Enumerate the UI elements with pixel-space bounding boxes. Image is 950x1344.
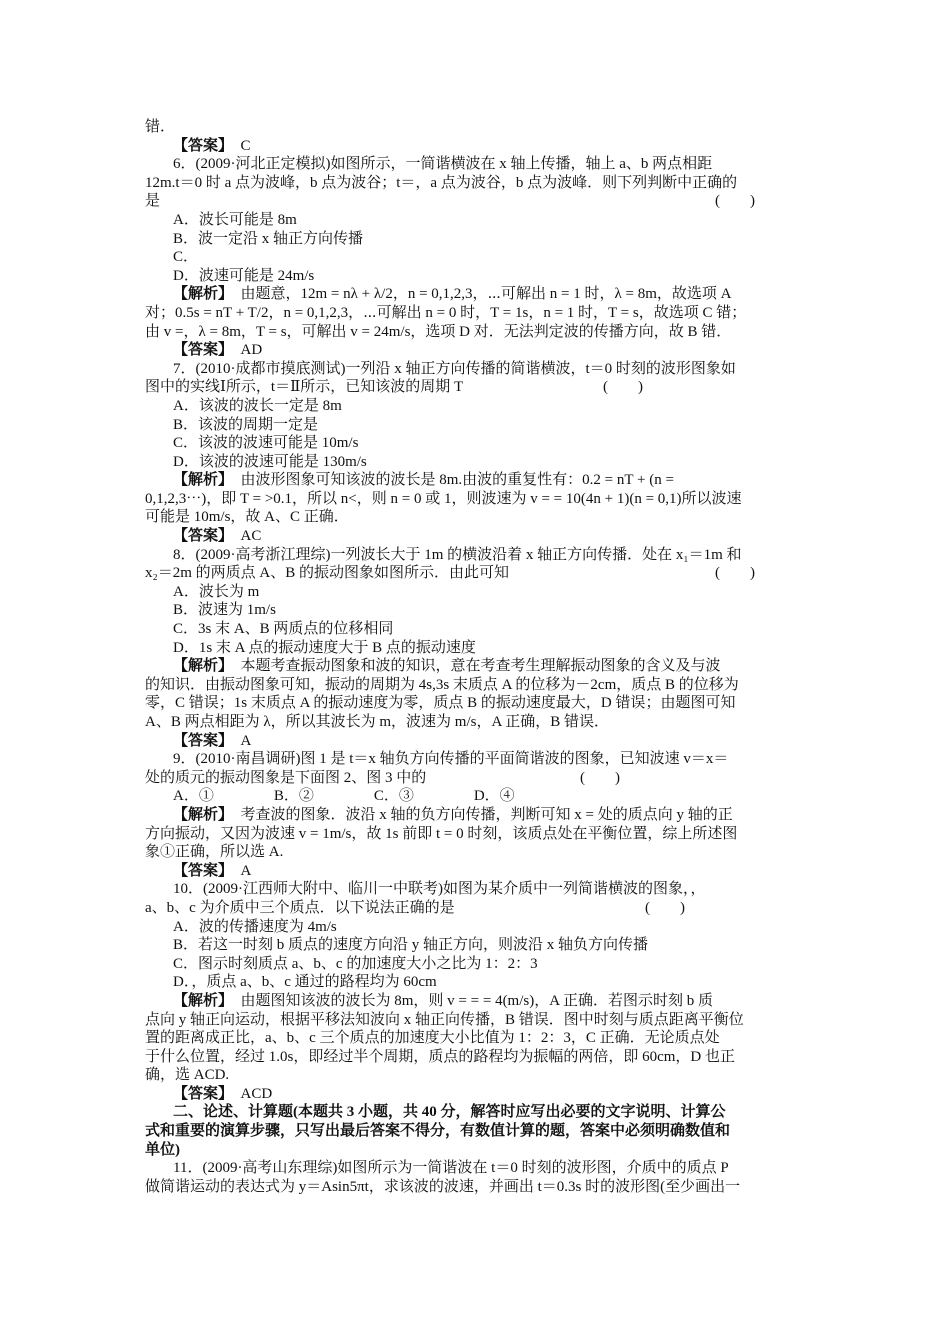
analysis-line (145, 657, 807, 676)
answer-line (145, 137, 807, 156)
answer-line (145, 1085, 807, 1104)
analysis-line (145, 992, 807, 1011)
answer-line (145, 341, 807, 360)
line-text: A．该波的波长一定是 8m (173, 397, 342, 414)
option-line (145, 601, 807, 620)
line-text: 零，C 错误；1s 末质点 A 的振动速度为零，质点 B 的振动速度最大，D 错误；由题图可知 (145, 695, 736, 712)
text-line (145, 676, 807, 695)
line-text: 考查波的图象．波沿 x 轴的负方向传播，判断可知 x = 处的质点向 y 轴的正 (225, 806, 733, 823)
line-text: B．该波的周期一定是 (173, 416, 319, 433)
answer-blank: ( ) (580, 769, 620, 786)
option-line (145, 211, 807, 230)
text-line (145, 1141, 807, 1160)
line-text: ACD (225, 1085, 273, 1102)
line-text: 9．(2010·南昌调研)图 1 是 t＝x 轴负方向传播的平面简谐波的图象，已知波速 v＝x＝ (173, 751, 729, 768)
answer-label: 【答案】 (173, 528, 226, 545)
text-line (145, 490, 807, 509)
option-line (145, 434, 807, 453)
analysis-line (145, 471, 807, 490)
option-line (145, 787, 807, 806)
line-text: C．3s 末 A、B 两质点的位移相同 (173, 621, 394, 638)
line-text: AD (225, 342, 263, 359)
line-text: 由题意，12m = nλ + λ/2，n = 0,1,2,3，⋯可解出 n = 1 时，λ = 8m，故选项 A (225, 286, 732, 303)
line-text: 0,1,2,3⋯)，即 T = >0.1，所以 n<，则 n = 0 或 1，则波速为 v = = 10(4n + 1)(n = 0,1)所以波速 (145, 490, 742, 507)
line-text: B．波一定沿 x 轴正方向传播 (173, 230, 364, 247)
line-text: 于什么位置，经过 1.0s，即经过半个周期，质点的路程均为振幅的两倍，即 60cm，D 也正 (145, 1048, 735, 1065)
answer-line (145, 862, 807, 881)
analysis-label: 【解析】 (173, 472, 226, 489)
line-text: 由 v =，λ = 8m，T = s，可解出 v = 24m/s，选项 D 对．无法判定波的传播方向，故 B 错． (145, 323, 732, 340)
text-line (145, 1159, 807, 1178)
line-text: 图中的实线Ⅰ所示，t＝Ⅱ所示，已知该波的周期 T (145, 379, 464, 396)
option-line (145, 397, 807, 416)
answer-label: 【答案】 (173, 342, 226, 359)
line-text: 由题图知该波的波长为 8m，则 v = = = 4(m/s)，A 正确．若图示时刻 b 质 (225, 992, 713, 1009)
line-text: B．若这一时刻 b 质点的速度方向沿 y 轴正方向，则波沿 x 轴负方向传播 (173, 937, 649, 954)
text-line (145, 1011, 807, 1030)
line-text: 单位) (145, 1141, 180, 1158)
text-line (145, 713, 807, 732)
answer-line (145, 527, 807, 546)
line-text: D．1s 末 A 点的振动速度大于 B 点的振动速度 (173, 639, 476, 656)
option-line (145, 583, 807, 602)
text-line (145, 508, 807, 527)
option-line (145, 639, 807, 658)
line-text: 式和重要的演算步骤，只写出最后答案不得分，有数值计算的题，答案中必须明确数值和 (145, 1123, 731, 1140)
line-text: D．该波的波速可能是 130m/s (173, 453, 367, 470)
text-line (145, 1103, 807, 1122)
line-text: 由波形图象可知该波的波长是 8m.由波的重复性有：0.2 = nT + (n = (225, 472, 674, 489)
answer-label: 【答案】 (173, 137, 226, 154)
answer-blank: ( ) (603, 379, 643, 396)
line-text: D．波速可能是 24m/s (173, 267, 315, 284)
text-line (145, 1066, 807, 1085)
text-line (145, 843, 807, 862)
line-text: AC (225, 528, 262, 545)
line-text: 方向振动，又因为波速 v = 1m/s，故 1s 前即 t = 0 时刻，该质点处在平衡位置，综上所述图 (145, 825, 738, 842)
line-text: 10．(2009·江西师大附中、临川一中联考)如图为某介质中一列简谐横波的图象，， (173, 881, 706, 898)
text-line (145, 174, 807, 193)
line-text: 是 (145, 193, 161, 210)
line-text: A．① B．② C．③ D．④ (173, 788, 515, 805)
option-line (145, 973, 807, 992)
text-line (145, 750, 807, 769)
text-line (145, 1029, 807, 1048)
option-line (145, 955, 807, 974)
text-line (145, 694, 807, 713)
document-body (145, 118, 807, 1196)
option-line (145, 230, 807, 249)
line-text: 确，选 ACD. (145, 1067, 230, 1084)
line-text: 错． (145, 119, 176, 135)
answer-label: 【答案】 (173, 1085, 226, 1102)
option-line (145, 936, 807, 955)
option-line (145, 620, 807, 639)
text-line (145, 118, 807, 137)
line-text: 对；0.5s = nT + T/2，n = 0,1,2,3，⋯可解出 n = 0 时，T = 1s，n = 1 时，T = s，故选项 C 错； (145, 304, 747, 321)
line-text: 6．(2009·河北正定模拟)如图所示，一简谐横波在 x 轴上传播，轴上 a、b 两点相距 (173, 156, 713, 173)
answer-blank: ( ) (645, 899, 685, 916)
line-text: x₂＝2m 的两质点 A、B 的振动图象如图所示．由此可知 (145, 565, 509, 582)
line-text: C．该波的波速可能是 10m/s (173, 435, 359, 452)
option-line (145, 453, 807, 472)
line-text: 二、论述、计算题(本题共 3 小题，共 40 分，解答时应写出必要的文字说明、计算公 (173, 1104, 726, 1121)
line-text: 象①正确，所以选 A. (145, 844, 284, 861)
line-text: a、b、c 为介质中三个质点．以下说法正确的是 (145, 899, 455, 916)
text-line (145, 323, 807, 342)
text-line (145, 304, 807, 323)
text-line (145, 1048, 807, 1067)
text-line (145, 564, 807, 583)
line-text: A、B 两点相距为 λ，所以其波长为 m，波速为 m/s，A 正确，B 错误． (145, 714, 609, 730)
line-text: C． (173, 249, 199, 266)
analysis-label: 【解析】 (173, 806, 226, 823)
answer-line (145, 732, 807, 751)
line-text: A (225, 732, 252, 749)
line-text: 置的距离成正比，a、b、c 三个质点的加速度大小比值为 1：2：3，C 正确．无论质点处 (145, 1030, 720, 1047)
line-text: 7．(2010·成都市摸底测试)一列沿 x 轴正方向传播的简谐横波，t＝0 时刻的波形图象如 (173, 360, 736, 377)
analysis-label: 【解析】 (173, 992, 226, 1009)
line-text: 处的质元的振动图象是下面图 2、图 3 中的 (145, 769, 427, 786)
line-text: 12m.t＝0 时 a 点为波峰，b 点为波谷；t＝，a 点为波谷，b 点为波峰．则下列判断中正确的 (145, 174, 738, 191)
line-text: 11．(2009·高考山东理综)如图所示为一简谐波在 t＝0 时刻的波形图，介质中的质点 P (173, 1160, 729, 1177)
text-line (145, 1178, 807, 1197)
answer-label: 【答案】 (173, 732, 226, 749)
answer-label: 【答案】 (173, 862, 226, 879)
option-line (145, 267, 807, 286)
analysis-line (145, 285, 807, 304)
option-line (145, 248, 807, 267)
analysis-line (145, 806, 807, 825)
line-text: A．波的传播速度为 4m/s (173, 918, 337, 935)
text-line (145, 378, 807, 397)
text-line (145, 192, 807, 211)
line-text: 做简谐运动的表达式为 y＝Asin5πt，求该波的波速，并画出 t＝0.3s 时的波形图(至少画出一 (145, 1178, 741, 1195)
text-line (145, 899, 807, 918)
answer-blank: ( ) (715, 565, 755, 582)
text-line (145, 546, 807, 565)
line-text: C．图示时刻质点 a、b、c 的加速度大小之比为 1：2：3 (173, 955, 538, 972)
option-line (145, 416, 807, 435)
line-text: C (225, 137, 251, 154)
line-text: A (225, 862, 252, 879)
line-text: 的知识．由振动图象可知，振动的周期为 4s,3s 末质点 A 的位移为－2cm，质点 B 的位移为 (145, 676, 739, 693)
line-text: A．波长为 m (173, 583, 260, 600)
text-line (145, 825, 807, 844)
line-text: 本题考查振动图象和波的知识，意在考查考生理解振动图象的含义及与波 (225, 658, 721, 675)
line-text: 点向 y 轴正向运动，根据平移法知波向 x 轴正向传播，B 错误．图中时刻与质点距离平衡位 (145, 1011, 744, 1028)
analysis-label: 【解析】 (173, 286, 226, 303)
line-text: 8．(2009·高考浙江理综)一列波长大于 1m 的横波沿着 x 轴正方向传播．处在 x₁＝1m 和 (173, 546, 742, 563)
text-line (145, 880, 807, 899)
line-text: D．，质点 a、b、c 通过的路程均为 60cm (173, 974, 437, 991)
line-text: 可能是 10m/s，故 A、C 正确． (145, 509, 349, 526)
line-text: B．波速为 1m/s (173, 602, 276, 619)
option-line (145, 918, 807, 937)
text-line (145, 769, 807, 788)
line-text: A．波长可能是 8m (173, 211, 297, 228)
analysis-label: 【解析】 (173, 658, 226, 675)
text-line (145, 155, 807, 174)
answer-blank: ( ) (715, 193, 755, 210)
text-line (145, 1122, 807, 1141)
text-line (145, 360, 807, 379)
